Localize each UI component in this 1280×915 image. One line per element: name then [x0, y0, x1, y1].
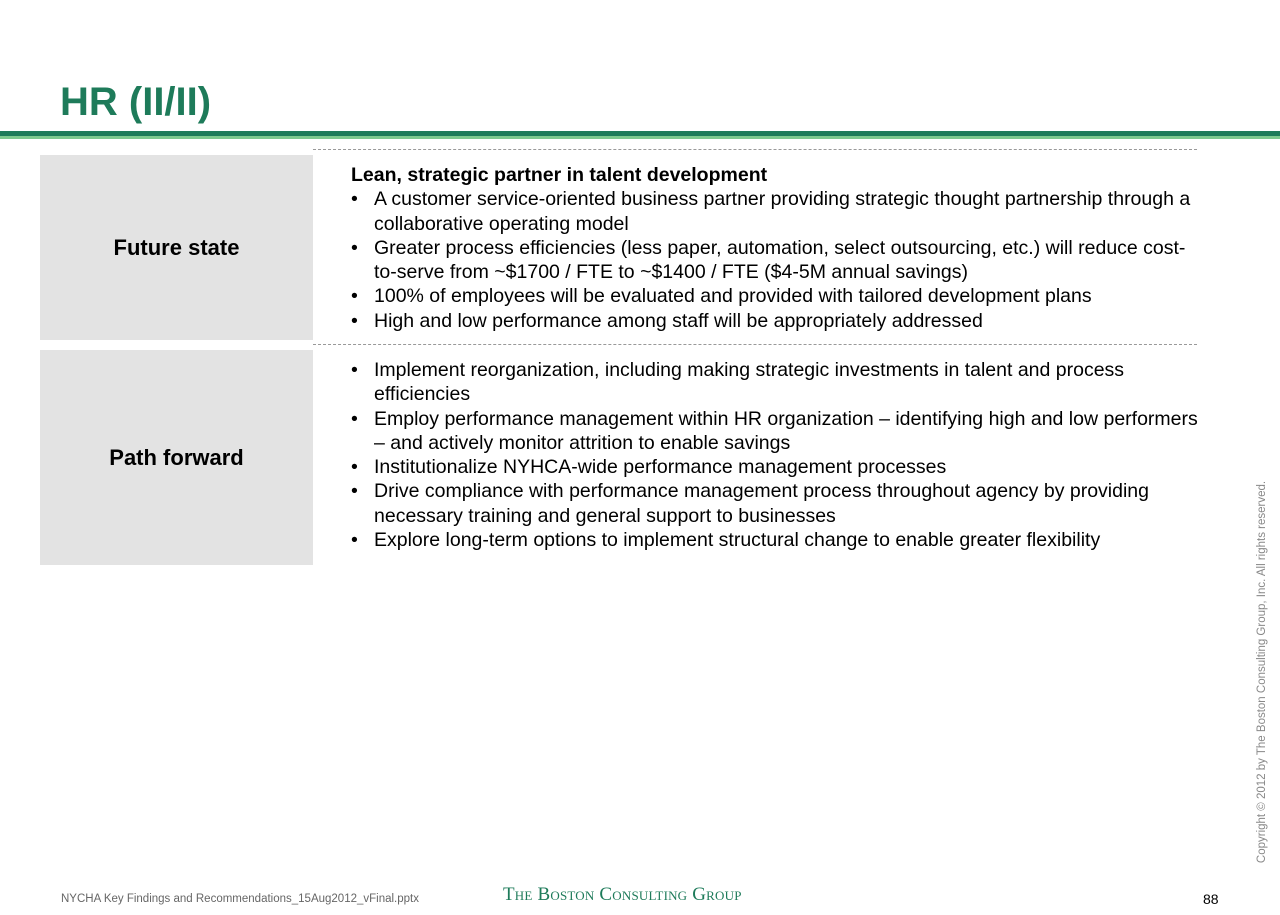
bullet-dot-icon: • — [351, 407, 358, 430]
bullet-dot-icon: • — [351, 236, 358, 259]
future-state-label: Future state — [113, 234, 240, 260]
future-state-content — [351, 163, 1201, 333]
bullet-dot-icon: • — [351, 529, 358, 552]
bullet-dot-icon: • — [351, 456, 358, 479]
slide-title: HR (II/II) — [60, 80, 212, 124]
page-number: 88 — [1203, 891, 1219, 907]
copyright-notice: Copyright © 2012 by The Boston Consulting Group, Inc. All rights reserved. — [1256, 480, 1268, 864]
footer-file-name: NYCHA Key Findings and Recommendations_15Aug2012_vFinal.pptx — [61, 893, 419, 905]
path-forward-bullets — [351, 358, 1201, 552]
bullet-item: • Institutionalize NYHCA-wide performance management processes — [351, 456, 947, 479]
future-state-bullets — [351, 187, 1201, 333]
bullet-item: • A customer service-oriented business partner providing strategic thought partnership through a collaborative operating model — [351, 188, 1191, 235]
bullet-item: • Greater process efficiencies (less paper, automation, select outsourcing, etc.) will reduce cost-to-serve from ~$1700 / FTE to ~$1400 / FTE ($4-5M annual savings) — [351, 236, 1186, 284]
divider-top — [313, 149, 1197, 150]
bullet-item: • 100% of employees will be evaluated and provided with tailored development plans — [351, 285, 1092, 308]
bullet-item: • Explore long-term options to implement structural change to enable greater flexibility — [351, 529, 1101, 552]
bullet-dot-icon: • — [351, 188, 358, 211]
bullet-dot-icon: • — [351, 359, 358, 381]
bullet-item: • Employ performance management within HR organization – identifying high and low performers – and actively monitor attrition to enable savings — [351, 407, 1198, 454]
bullet-dot-icon: • — [351, 480, 358, 503]
bullet-item: • Implement reorganization, including making strategic investments in talent and process efficiencies — [351, 359, 1125, 406]
divider-middle — [313, 344, 1197, 345]
title-rule-light — [0, 136, 1280, 139]
bullet-item: • High and low performance among staff will be appropriately addressed — [351, 309, 983, 332]
bullet-dot-icon: • — [351, 285, 358, 308]
bullet-item: • Drive compliance with performance management process throughout agency by providing necessary training and general support to businesses — [351, 480, 1149, 527]
bullet-dot-icon: • — [351, 309, 358, 332]
path-forward-content — [351, 358, 1201, 552]
path-forward-label: Path forward — [109, 444, 244, 470]
bcg-logo: The Boston Consulting Group — [503, 884, 742, 905]
path-forward-label-box — [40, 350, 313, 565]
future-state-label-box — [40, 155, 313, 340]
future-state-heading: Lean, strategic partner in talent development — [351, 164, 768, 186]
